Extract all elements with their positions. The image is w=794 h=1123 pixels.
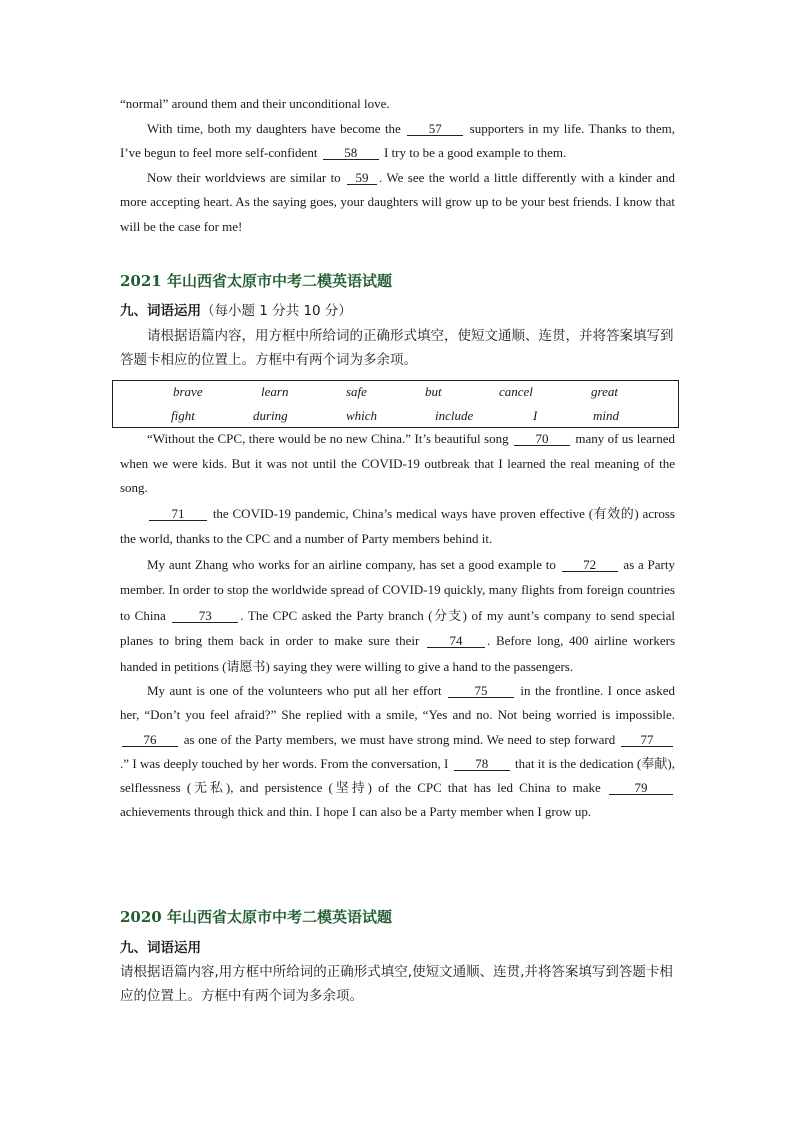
section-heading-2020: 2020 年山西省太原市中考二模英语试题: [120, 908, 392, 926]
blank-73[interactable]: 73: [172, 609, 238, 623]
paragraph-text: . Before long, 400 airline workers handed in petitions (请愿书) saying they were willing to give a hand to the passengers.: [120, 633, 675, 674]
blank-78[interactable]: 78: [454, 757, 510, 771]
word-option: brave: [173, 384, 203, 399]
subtitle-note: （每小题 1 分共 10 分）: [201, 303, 352, 319]
blank-71[interactable]: 71: [149, 507, 207, 521]
word-option: but: [425, 384, 442, 399]
word-option: I: [533, 408, 538, 423]
word-option: which: [346, 408, 378, 423]
word-option: learn: [261, 384, 289, 399]
word-option: include: [435, 408, 474, 423]
paragraph-text: My aunt is one of the volunteers who put all her effort: [147, 683, 446, 698]
paragraph-text: . We see the world a little differently with a kinder and more accepting heart. As the saying goes, your daughters will grow up to be your best friends. I know that will be the case for me!: [120, 169, 675, 234]
paragraph-text: the COVID-19 pandemic, China’s medical ways have proven effective (有效的) across the world, thanks to the CPC and a number of Party members behind it.: [120, 505, 675, 546]
paragraph-text: I try to be a good example to them.: [380, 145, 567, 160]
instruction-2021: 请根据语篇内容，用方框中所给词的正确形式填空，使短文通顺、连贯，并将答案填写到答题卡相应的位置上。方框中有两个词为多余项。: [120, 328, 674, 368]
paragraph-text: that it is the dedication (奉献), selflessness (无私), and persistence (坚持) of the CPC that has led China to make: [120, 755, 675, 796]
blank-79[interactable]: 79: [609, 781, 673, 795]
word-option: mind: [593, 408, 619, 423]
passage-2021: [120, 427, 675, 825]
section-subtitle-2021: [120, 299, 352, 319]
blank-77[interactable]: 77: [621, 733, 673, 747]
passage-paragraph: [120, 552, 675, 680]
word-option: cancel: [499, 384, 533, 399]
paragraph-text: . The CPC asked the Party branch (分支) of my aunt’s company to send special planes to bring them back in order to make sure their: [120, 607, 675, 648]
word-option: fight: [171, 408, 195, 423]
passage-paragraph: [120, 166, 675, 240]
word-option: great: [591, 384, 618, 399]
paragraph-text: With time, both my daughters have become the: [147, 120, 406, 136]
word-option: during: [253, 408, 288, 423]
blank-59[interactable]: 59: [347, 171, 377, 185]
passage-top: [120, 92, 675, 239]
passage-paragraph: [120, 427, 675, 501]
paragraph-text: .” I was deeply touched by her words. From the conversation, I: [120, 755, 452, 771]
passage-paragraph: [120, 679, 675, 825]
passage-paragraph: [120, 92, 675, 117]
paragraph-text: as one of the Party members, we must have strong mind. We need to step forward: [180, 731, 619, 747]
blank-58[interactable]: 58: [323, 146, 379, 160]
blank-72[interactable]: 72: [562, 558, 618, 572]
paragraph-text: “Without the CPC, there would be no new China.” It’s beautiful song: [147, 431, 512, 446]
paragraph-text: achievements through thick and thin. I hope I can also be a Party member when I grow up.: [120, 804, 592, 820]
blank-76[interactable]: 76: [122, 733, 178, 747]
blank-57[interactable]: 57: [407, 122, 463, 136]
paragraph-text: “normal” around them and their unconditional love.: [120, 96, 390, 111]
paragraph-text: many of us learned when we were kids. But it was not until the COVID-19 outbreak that I learned the real meaning of the song.: [120, 431, 675, 495]
instruction-2020: 请根据语篇内容,用方框中所给词的正确形式填空,使短文通顺、连贯,并将答案填写到答题卡相应的位置上。方框中有两个词为多余项。: [120, 964, 673, 1004]
paragraph-text: supporters in my life. Thanks to them, I’ve begun to feel more self-confident: [120, 120, 675, 160]
blank-70[interactable]: 70: [514, 432, 570, 446]
blank-75[interactable]: 75: [448, 684, 514, 698]
word-box: [112, 380, 679, 428]
section-subtitle-2020: 九、词语运用: [120, 940, 201, 956]
passage-paragraph: [120, 117, 675, 166]
word-option: safe: [346, 384, 367, 399]
paragraph-text: as a Party member. In order to stop the worldwide spread of COVID-19 quickly, many flights from foreign countries to China: [120, 556, 675, 623]
blank-74[interactable]: 74: [427, 634, 485, 648]
section-heading-2021: 2021 年山西省太原市中考二模英语试题: [120, 272, 392, 290]
paragraph-text: Now their worldviews are similar to: [147, 169, 346, 185]
subtitle-text: 九、词语运用: [120, 303, 201, 319]
paragraph-text: My aunt Zhang who works for an airline company, has set a good example to: [147, 556, 560, 572]
paragraph-text: in the frontline. I once asked her, “Don’t you feel afraid?” She replied with a smile, “Yes and no. Not being worried is impossible.: [120, 683, 675, 723]
passage-paragraph: [120, 501, 675, 552]
